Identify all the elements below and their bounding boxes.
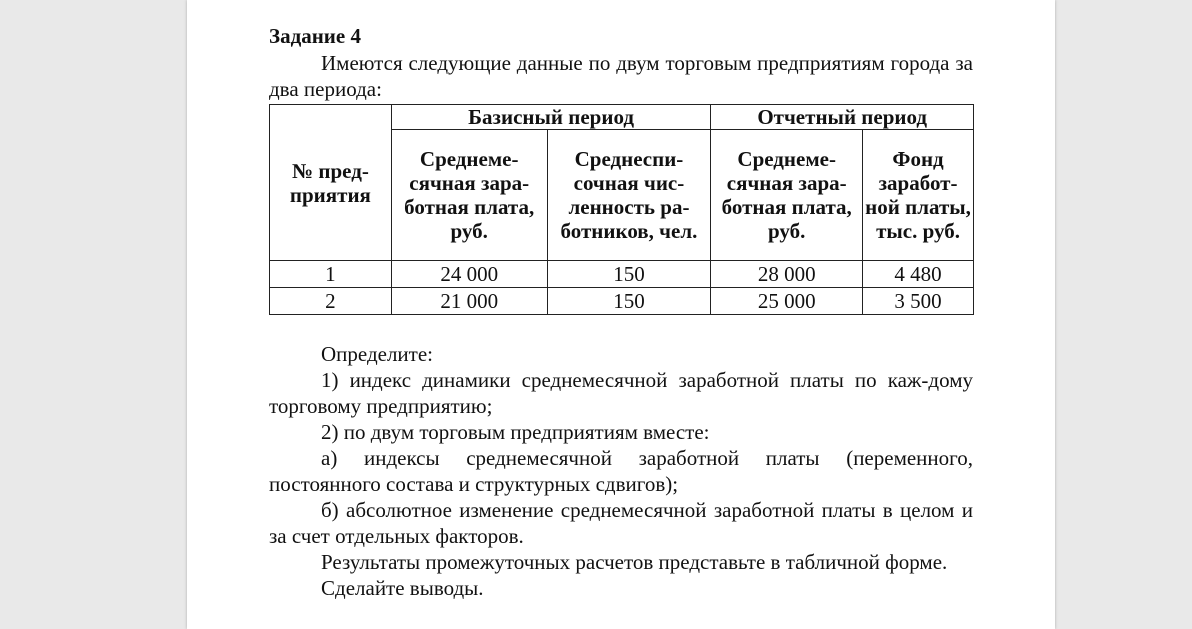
task-item-2: 2) по двум торговым предприятиям вместе: bbox=[321, 420, 710, 444]
cell-base-wage: 21 000 bbox=[391, 288, 547, 315]
data-table bbox=[269, 104, 974, 315]
document-content bbox=[269, 22, 973, 601]
header-base-count: Среднеспи-сочная чис-ленность ра-ботников, чел. bbox=[547, 130, 711, 261]
cell-report-wage: 25 000 bbox=[711, 288, 863, 315]
cell-base-count: 150 bbox=[547, 261, 711, 288]
determine-heading: Определите: bbox=[321, 342, 434, 366]
header-report-fund: Фонд заработ-ной платы, тыс. руб. bbox=[863, 130, 974, 261]
header-base-period: Базисный период bbox=[391, 105, 711, 130]
header-report-wage: Среднеме-сячная зара-ботная плата, руб. bbox=[711, 130, 863, 261]
table-row bbox=[270, 261, 974, 288]
spacer bbox=[269, 315, 973, 341]
cell-report-wage: 28 000 bbox=[711, 261, 863, 288]
cell-report-fund: 4 480 bbox=[863, 261, 974, 288]
header-base-wage: Среднеме-сячная зара-ботная плата, руб. bbox=[391, 130, 547, 261]
header-enterprise-number: № пред-приятия bbox=[270, 105, 392, 261]
results-paragraph: Результаты промежуточных расчетов представьте в табличной форме. bbox=[321, 550, 948, 574]
cell-num: 1 bbox=[270, 261, 392, 288]
conclusion-paragraph: Сделайте выводы. bbox=[321, 576, 484, 600]
cell-base-wage: 24 000 bbox=[391, 261, 547, 288]
cell-base-count: 150 bbox=[547, 288, 711, 315]
cell-report-fund: 3 500 bbox=[863, 288, 974, 315]
header-report-period: Отчетный период bbox=[711, 105, 974, 130]
task-title: Задание 4 bbox=[269, 24, 361, 48]
task-item-1: 1) индекс динамики среднемесячной заработной платы по каж-дому торговому предприятию; bbox=[269, 368, 973, 418]
table-row bbox=[270, 288, 974, 315]
task-item-2a: а) индексы среднемесячной заработной платы (переменного, постоянного состава и структурных сдвигов); bbox=[269, 446, 973, 496]
task-item-2b: б) абсолютное изменение среднемесячной заработной платы в целом и за счет отдельных факторов. bbox=[269, 498, 973, 548]
intro-paragraph: Имеются следующие данные по двум торговым предприятиям города за два периода: bbox=[269, 51, 973, 101]
cell-num: 2 bbox=[270, 288, 392, 315]
document-page bbox=[187, 0, 1055, 629]
